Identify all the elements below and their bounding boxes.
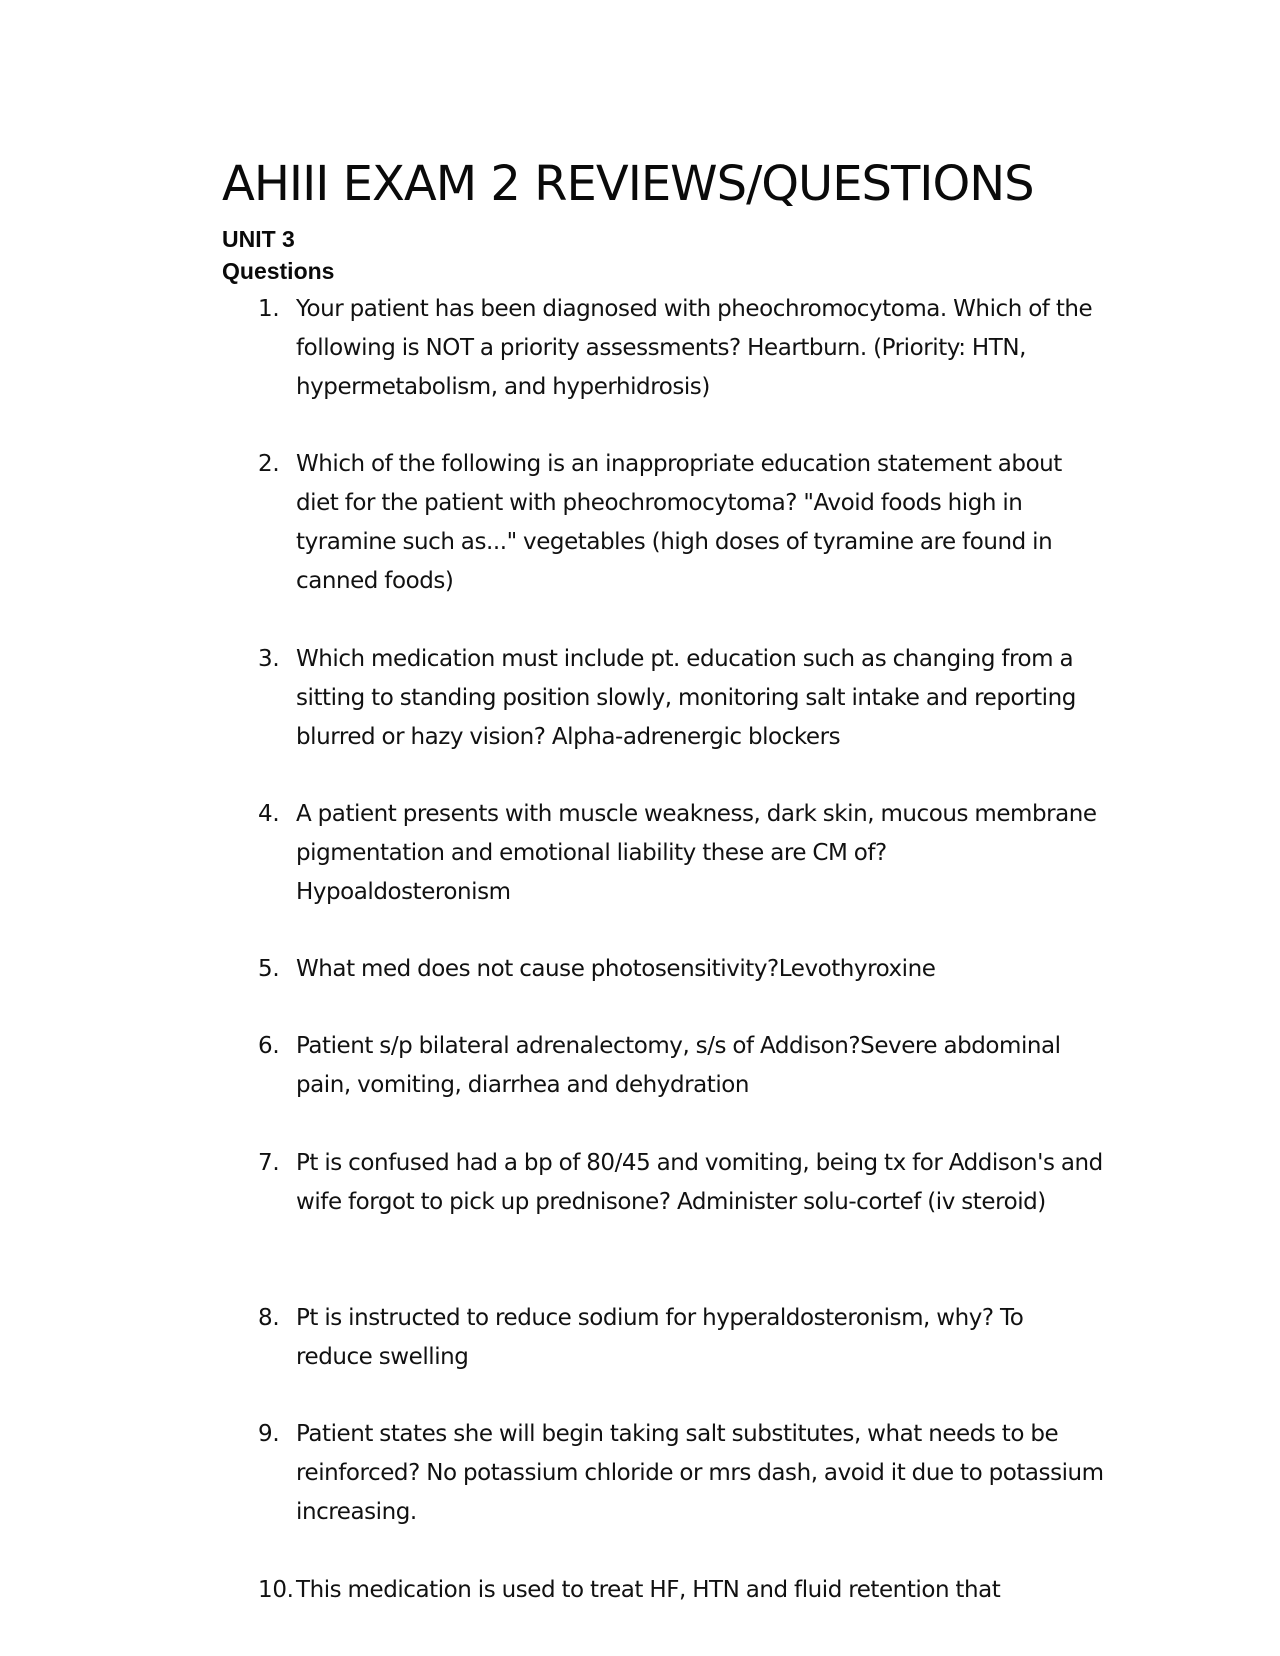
question-text: Your patient has been diagnosed with pheochromocytoma. Which of the following is NOT a priority assessments? Heartburn. (Priority: HTN, hypermetabolism, and hyperhidrosis) (296, 296, 1093, 400)
question-number: 4. (258, 801, 280, 827)
unit-heading: UNIT 3 (222, 226, 295, 252)
question-number: 6. (258, 1033, 280, 1059)
question-number: 10. (258, 1577, 294, 1603)
question-text: What med does not cause photosensitivity?Levothyroxine (296, 956, 936, 982)
section-heading: Questions (222, 258, 335, 284)
question-text: Which of the following is an inappropriate education statement about diet for the patient with pheochromocytoma? "Avoid foods high in tyramine such as..." vegetables (high doses of tyramine are found in canned foods) (296, 451, 1062, 594)
question-text: Which medication must include pt. education such as changing from a sitting to standing position slowly, monitoring salt intake and reporting blurred or hazy vision? Alpha-adrenergic blockers (296, 646, 1076, 750)
question-text: Pt is confused had a bp of 80/45 and vomiting, being tx for Addison's and wife forgot to pick up prednisone? Administer solu-cortef (iv steroid) (296, 1150, 1103, 1215)
question-number: 8. (258, 1305, 280, 1331)
question-text: Patient s/p bilateral adrenalectomy, s/s of Addison?Severe abdominal pain, vomiting, diarrhea and dehydration (296, 1033, 1061, 1098)
question-number: 7. (258, 1150, 280, 1176)
question-text: This medication is used to treat HF, HTN and fluid retention that (296, 1577, 1001, 1603)
question-number: 9. (258, 1421, 280, 1447)
question-text: Pt is instructed to reduce sodium for hyperaldosteronism, why? To reduce swelling (296, 1305, 1024, 1370)
question-text: Patient states she will begin taking salt substitutes, what needs to be reinforced? No potassium chloride or mrs dash, avoid it due to potassium increasing. (296, 1421, 1104, 1525)
question-number: 5. (258, 956, 280, 982)
question-number: 3. (258, 646, 280, 672)
question-number: 2. (258, 451, 280, 477)
question-text: A patient presents with muscle weakness, dark skin, mucous membrane pigmentation and emotional liability these are CM of? Hypoaldosteronism (296, 801, 1097, 905)
document-title: AHIII EXAM 2 REVIEWS/QUESTIONS (222, 156, 1034, 212)
question-number: 1. (258, 296, 280, 322)
